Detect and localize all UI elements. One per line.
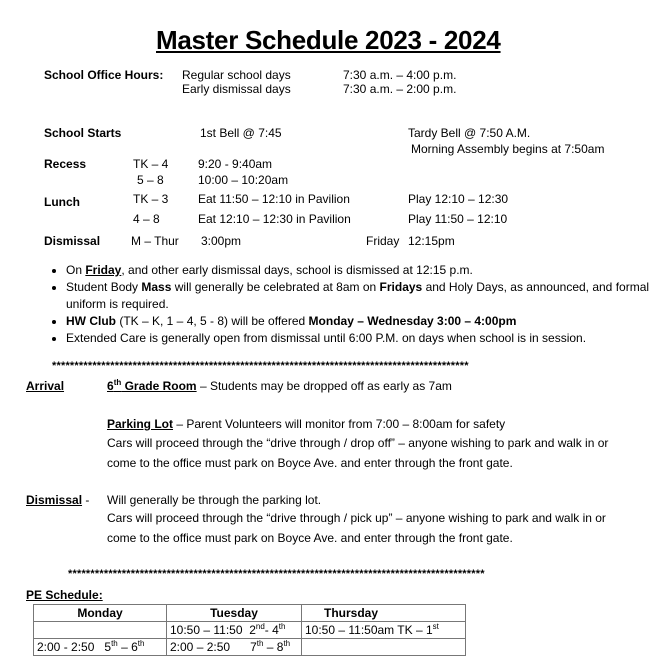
table-row (34, 639, 466, 656)
office-hours-label: School Office Hours: (44, 68, 164, 82)
header-thursday: Thursday (302, 605, 466, 622)
note-extended-care: • Extended Care is generally open from dismissal until 6:00 P.M. on days when school is in session. (66, 330, 654, 347)
pe-schedule-table (33, 604, 466, 656)
arrival-label: Arrival (26, 379, 65, 393)
notes-list (44, 262, 654, 347)
dismissal-heading: Dismissal - (26, 493, 90, 507)
regular-days-label: Regular school days (182, 68, 291, 82)
first-bell: 1st Bell @ 7:45 (200, 126, 282, 140)
dismissal-days: M – Thur (131, 234, 179, 248)
table-row (34, 605, 466, 622)
school-starts-label: School Starts (44, 126, 122, 140)
lunch-label: Lunch (44, 195, 80, 209)
early-days-time: 7:30 a.m. – 2:00 p.m. (343, 82, 457, 96)
note-friday: • On Friday, and other early dismissal days, school is dismissed at 12:15 p.m. (66, 262, 654, 279)
arrival-room-line: 6th Grade Room – Students may be dropped off as early as 7am (107, 378, 452, 393)
table-row (34, 622, 466, 639)
lunch-grade: TK – 3 (133, 192, 169, 206)
arrival-instructions: Cars will proceed through the “drive through / drop off” – anyone wishing to park and walk in or come to the office must park on Boyce Ave. and enter through the front gate. (107, 436, 609, 470)
table-cell (302, 639, 466, 656)
dismissal-instructions: Cars will proceed through the “drive through / pick up” – anyone wishing to park and walk in or come to the office must park on Boyce Ave. and enter through the front gate. (107, 511, 606, 545)
dismissal-time: 3:00pm (201, 234, 242, 248)
recess-time: 10:00 – 10:20am (198, 173, 289, 187)
lunch-grade: 4 – 8 (133, 212, 160, 226)
pe-schedule-label: PE Schedule: (26, 588, 103, 602)
header-tuesday: Tuesday (167, 605, 302, 622)
dismissal-time-label: Dismissal (44, 234, 101, 248)
dismissal-line1: Will generally be through the parking lot. (107, 493, 322, 507)
note-hw-club: • HW Club (TK – K, 1 – 4, 5 - 8) will be offered Monday – Wednesday 3:00 – 4:00pm (66, 313, 654, 330)
friday-label: Friday (366, 234, 400, 248)
lunch-eat: Eat 12:10 – 12:30 in Pavilion (198, 212, 351, 226)
table-cell: 2:00 – 2:50 7th – 8th (167, 639, 302, 656)
recess-grade: TK – 4 (133, 157, 169, 171)
table-cell: 10:50 – 11:50 2nd- 4th (167, 622, 302, 639)
parking-lot-line: Parking Lot – Parent Volunteers will monitor from 7:00 – 8:00am for safety (107, 417, 506, 431)
recess-grade: 5 – 8 (137, 173, 164, 187)
tardy-bell: Tardy Bell @ 7:50 A.M. (408, 126, 531, 140)
recess-time: 9:20 - 9:40am (198, 157, 273, 171)
divider-stars: ********************************************************************************************* (68, 568, 485, 580)
regular-days-time: 7:30 a.m. – 4:00 p.m. (343, 68, 457, 82)
lunch-play: Play 11:50 – 12:10 (408, 212, 508, 226)
friday-time: 12:15pm (408, 234, 455, 248)
lunch-eat: Eat 11:50 – 12:10 in Pavilion (198, 192, 350, 206)
header-monday: Monday (34, 605, 167, 622)
recess-label: Recess (44, 157, 87, 171)
divider-stars: ********************************************************************************************* (52, 360, 469, 372)
note-mass: • Student Body Mass will generally be celebrated at 8am on Fridays and Holy Days, as announced, and formal uniform is required. (66, 279, 654, 313)
table-cell: 2:00 - 2:50 5th – 6th (34, 639, 167, 656)
table-cell (34, 622, 167, 639)
morning-assembly: Morning Assembly begins at 7:50am (411, 142, 605, 156)
early-days-label: Early dismissal days (182, 82, 291, 96)
page-title: Master Schedule 2023 - 2024 (156, 25, 501, 55)
lunch-play: Play 12:10 – 12:30 (408, 192, 509, 206)
table-cell: 10:50 – 11:50am TK – 1st (302, 622, 466, 639)
